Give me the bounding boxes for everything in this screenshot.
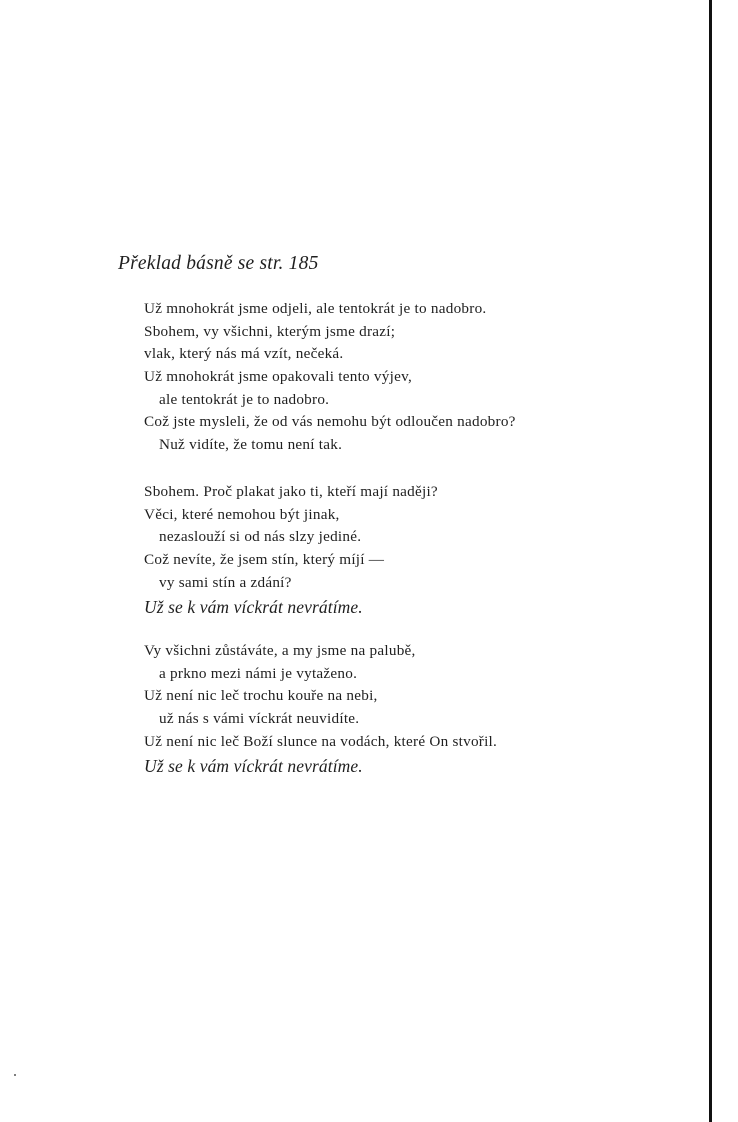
stanza-2 <box>144 481 438 620</box>
verse-line: Už mnohokrát jsme opakovali tento výjev, <box>144 368 412 386</box>
stanza-1 <box>144 298 516 457</box>
verse-line: a prkno mezi námi je vytaženo. <box>159 664 358 682</box>
verse-line: Což nevíte, že jsem stín, který míjí — <box>144 551 385 569</box>
verse-line: Už není nic leč trochu kouře na nebi, <box>144 687 378 705</box>
page-spine-edge <box>709 0 712 1122</box>
refrain-line: Už se k vám víckrát nevrátíme. <box>144 756 363 777</box>
verse-line: Už mnohokrát jsme odjeli, ale tentokrát je to nadobro. <box>144 300 487 317</box>
verse-line: vy sami stín a zdání? <box>159 573 292 591</box>
verse-line: Věci, které nemohou být jinak, <box>144 505 340 523</box>
verse-line: nezaslouží si od nás slzy jediné. <box>159 528 362 546</box>
verse-line: ale tentokrát je to nadobro. <box>159 390 330 408</box>
refrain-line: Už se k vám víckrát nevrátíme. <box>144 597 363 618</box>
verse-line: už nás s vámi víckrát neuvidíte. <box>159 710 360 728</box>
verse-line: Už není nic leč Boží slunce na vodách, které On stvořil. <box>144 732 498 750</box>
verse-line: Sbohem, vy všichni, kterým jsme drazí; <box>144 322 396 340</box>
scan-speck <box>14 1074 16 1076</box>
page-heading: Překlad básně se str. 185 <box>118 253 319 274</box>
verse-line: Nuž vidíte, že tomu není tak. <box>159 436 343 454</box>
verse-line: vlak, který nás má vzít, nečeká. <box>144 345 344 363</box>
verse-line: Sbohem. Proč plakat jako ti, kteří mají naději? <box>144 483 438 500</box>
verse-line: Vy všichni zůstáváte, a my jsme na palubě, <box>144 642 416 659</box>
verse-line: Což jste mysleli, že od vás nemohu být odloučen nadobro? <box>144 413 516 431</box>
stanza-3 <box>144 640 497 779</box>
